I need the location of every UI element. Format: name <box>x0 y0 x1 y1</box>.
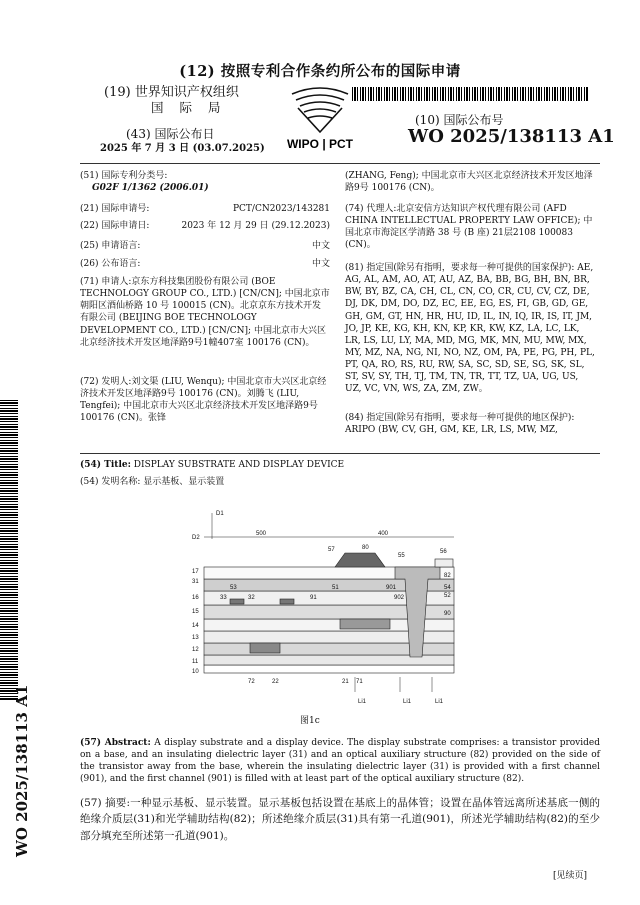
english-title: (54) Title: DISPLAY SUBSTRATE AND DISPLAY DEVICE <box>80 460 345 470</box>
publication-number: WO 2025/138113 A1 <box>408 126 615 147</box>
field-72-continued: (ZHANG, Feng); 中国北京市大兴区北京经济技术开发区地泽路9号 100176 (CN)。 <box>345 171 593 194</box>
field-26: (26) 公布语言: 中文 <box>80 259 330 269</box>
label-15: 15 <box>192 609 199 615</box>
field-71: (71) 申请人:京东方科技集团股份有限公司 (BOE TECHNOLOGY GROUP CO., LTD.) [CN/CN]; 中国北京市朝阳区酒仙桥路 10 号 100015 (CN)。北京京东方技术开发有限公司 (BEIJING BOE TECHNOLOGY DEVELOPMENT CO., LTD.) [CN/CN]; 中国北京市大兴区北京经济技术开发区地泽路9号1幢407室 100176 (CN)。 <box>80 277 330 348</box>
label-57: 57 <box>328 547 335 553</box>
label-14: 14 <box>192 623 199 629</box>
publication-date: 2025 年 7 月 3 日 (03.07.2025) <box>100 143 265 154</box>
title-divider <box>80 453 600 454</box>
document-title: (12) 按照专利合作条约所公布的国际申请 <box>179 63 461 80</box>
organization-name: (19) 世界知识产权组织 <box>104 85 239 100</box>
header-divider <box>80 163 600 164</box>
label-56: 56 <box>440 549 447 555</box>
label-82: 82 <box>444 573 451 579</box>
label-11: 11 <box>192 659 199 665</box>
publication-date-label: (43) 国际公布日 <box>126 127 215 141</box>
label-li1-c: Li1 <box>435 699 444 705</box>
label-33: 33 <box>220 595 227 601</box>
label-12: 12 <box>192 647 199 653</box>
field-51: (51) 国际专利分类号: G02F 1/1362 (2006.01) <box>80 171 209 194</box>
figure-caption: 图1c <box>300 716 320 726</box>
label-li1-b: Li1 <box>403 699 412 705</box>
logo-text: WIPO | PCT <box>286 137 354 151</box>
label-51: 51 <box>332 585 339 591</box>
label-d1: D1 <box>216 511 224 517</box>
label-32: 32 <box>248 595 255 601</box>
label-16: 16 <box>192 595 199 601</box>
label-901: 901 <box>386 585 397 591</box>
field-74: (74) 代理人:北京安信方达知识产权代理有限公司 (AFD CHINA INTELLECTUAL PROPERTY LAW OFFICE); 中国北京市海淀区学清路 38 号 (B 座) 21层2108 100083 (CN)。 <box>345 204 593 251</box>
label-53: 53 <box>230 585 237 591</box>
sidebar-barcode <box>0 400 18 700</box>
label-21: 21 <box>342 679 349 685</box>
field-22: (22) 国际申请日: 2023 年 12 月 29 日 (29.12.2023) <box>80 221 330 231</box>
label-902: 902 <box>394 595 405 601</box>
label-55: 55 <box>398 553 405 559</box>
english-abstract: (57) Abstract: A display substrate and a display device. The display substrate comprises: a transistor provided on a base, and an insulating dielectric layer (31) and an optical auxiliary structure (82) provided on the side of the transistor away from the base, wherein the insulating dielectric layer (31) is provided with a first channel (901), and the first channel (901) is filled with at least part of the optical auxiliary structure (82). <box>80 738 600 785</box>
label-91: 91 <box>310 595 317 601</box>
chinese-title: (54) 发明名称: 显示基板、显示装置 <box>80 477 225 487</box>
label-71: 71 <box>356 679 363 685</box>
label-22: 22 <box>272 679 279 685</box>
continued-note: [见续页] <box>553 871 588 881</box>
label-90: 90 <box>444 611 451 617</box>
label-80: 80 <box>362 545 369 551</box>
label-31: 31 <box>192 579 199 585</box>
label-400: 400 <box>378 531 389 537</box>
chinese-abstract: (57) 摘要:一种显示基板、显示装置。显示基板包括设置在基底上的晶体管；设置在晶体管远离所述基底一侧的绝缘介质层(31)和光学辅助结构(82)；所述绝缘介质层(31)具有第一孔道(901)，所述光学辅助结构(82)的至少部分填充至所述第一孔道(901)。 <box>80 797 600 842</box>
label-52: 52 <box>444 593 451 599</box>
label-54: 54 <box>444 585 451 591</box>
label-li1-a: Li1 <box>358 699 367 705</box>
field-81: (81) 指定国(除另有指明，要求每一种可提供的国家保护): AE, AG, AL, AM, AO, AT, AU, AZ, BA, BB, BG, BH, BN, BR, BW, BY, BZ, CA, CH, CL, CN, CO, CR, CU, CV, CZ, DE, DJ, DK, DM, DO, DZ, EC, EE, EG, ES, FI, GB, GD, GE, GH, GM, GT, HN, HR, HU, ID, IL, IN, IQ, IR, IS, IT, JM, JO, JP, KE, KG, KH, KN, KP, KR, KW, KZ, LA, LC, LK, LR, LS, LU, LY, MA, MD, MG, MK, MN, MU, MW, MX, MY, MZ, NA, NG, NI, NO, NZ, OM, PA, PE, PG, PH, PL, PT, QA, RO, RS, RU, RW, SA, SC, SD, SE, SG, SK, SL, ST, SV, SY, TH, TJ, TM, TN, TR, TT, TZ, UA, UG, US, UZ, VC, VN, WS, ZA, ZM, ZW。 <box>345 263 595 395</box>
label-500: 500 <box>256 531 267 537</box>
bureau-name: 国 际 局 <box>151 100 227 115</box>
label-13: 13 <box>192 635 199 641</box>
field-21: (21) 国际申请号: PCT/CN2023/143281 <box>80 204 330 214</box>
label-d2: D2 <box>192 535 200 541</box>
field-25: (25) 申请语言: 中文 <box>80 241 330 251</box>
barcode <box>352 87 588 101</box>
label-10: 10 <box>192 669 199 675</box>
cross-section-diagram <box>190 507 460 722</box>
field-72: (72) 发明人:刘文渠 (LIU, Wenqu); 中国北京市大兴区北京经济技术开发区地泽路9号 100176 (CN)。刘腾飞 (LIU, Tengfei); 中国北京市大兴区北京经济技术开发区地泽路9号 100176 (CN)。张锋 <box>80 377 327 424</box>
sidebar-publication-number: WO 2025/138113 A1 <box>13 684 31 857</box>
publication-number-label: (10) 国际公布号 <box>415 113 504 127</box>
field-84: (84) 指定国(除另有指明，要求每一种可提供的地区保护): ARIPO (BW, CV, GH, GM, KE, LR, LS, MW, MZ, <box>345 413 575 436</box>
label-17: 17 <box>192 569 199 575</box>
label-72: 72 <box>248 679 255 685</box>
